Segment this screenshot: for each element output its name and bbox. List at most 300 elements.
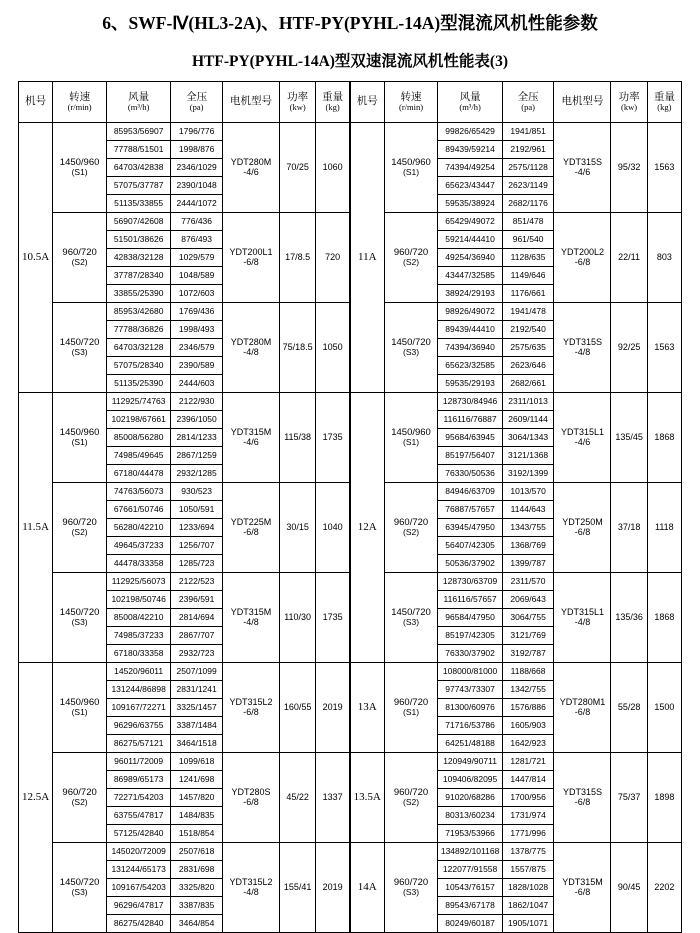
speed-cell: 1450/720 (S3)	[53, 573, 107, 663]
flow-cell: 63755/47817	[107, 807, 171, 825]
power-cell: 135/45	[611, 393, 647, 483]
motor-model-cell: YDT280M -4/6	[223, 123, 280, 213]
flow-cell: 97743/73307	[438, 681, 502, 699]
header-flow-left-sub: (m³/h)	[127, 102, 150, 113]
pressure-cell: 1048/589	[171, 267, 223, 285]
weight-cell: 1735	[316, 573, 350, 663]
flow-cell: 64703/42838	[107, 159, 171, 177]
speed-cell: 1450/720 (S3)	[53, 843, 107, 933]
pressure-cell: 2311/1013	[502, 393, 554, 411]
flow-cell: 57075/28340	[107, 357, 171, 375]
pressure-cell: 1188/668	[502, 663, 554, 681]
pressure-cell: 2346/579	[171, 339, 223, 357]
flow-cell: 67661/50746	[107, 501, 171, 519]
flow-cell: 85197/56407	[438, 447, 502, 465]
flow-cell: 109167/72271	[107, 699, 171, 717]
flow-cell: 96584/47950	[438, 609, 502, 627]
motor-model-cell: YDT225M -6/8	[223, 483, 280, 573]
pressure-cell: 2682/661	[502, 375, 554, 393]
flow-cell: 74985/49645	[107, 447, 171, 465]
power-cell: 45/22	[280, 753, 316, 843]
header-speed-right-main: 转速	[400, 92, 422, 104]
header-speed-right	[384, 82, 438, 123]
pressure-cell: 1241/698	[171, 771, 223, 789]
header-weight-right-main: 重量	[653, 92, 675, 104]
flow-cell: 37787/28340	[107, 267, 171, 285]
pressure-cell: 2609/1144	[502, 411, 554, 429]
table-body	[19, 123, 682, 933]
header-row	[19, 82, 682, 123]
speed-cell: 960/720 (S1)	[384, 663, 438, 753]
header-motor-right: 电机型号	[554, 82, 611, 123]
flow-cell: 59535/29193	[438, 375, 502, 393]
weight-cell: 2202	[647, 843, 681, 933]
table-row	[19, 123, 682, 141]
weight-cell: 1735	[316, 393, 350, 483]
weight-cell: 2019	[316, 843, 350, 933]
header-motor-left: 电机型号	[223, 82, 280, 123]
pressure-cell: 2831/1241	[171, 681, 223, 699]
flow-cell: 109406/82095	[438, 771, 502, 789]
flow-cell: 95684/63945	[438, 429, 502, 447]
pressure-cell: 2311/570	[502, 573, 554, 591]
weight-cell: 1868	[647, 393, 681, 483]
pressure-cell: 3387/1484	[171, 717, 223, 735]
flow-cell: 56407/42305	[438, 537, 502, 555]
weight-cell: 2019	[316, 663, 350, 753]
header-power-right	[611, 82, 647, 123]
motor-model-cell: YDT280M -4/8	[223, 303, 280, 393]
pressure-cell: 1642/923	[502, 735, 554, 753]
flow-cell: 64703/32128	[107, 339, 171, 357]
flow-cell: 76330/50536	[438, 465, 502, 483]
pressure-cell: 1029/579	[171, 249, 223, 267]
pressure-cell: 1176/661	[502, 285, 554, 303]
pressure-cell: 961/540	[502, 231, 554, 249]
flow-cell: 96296/47817	[107, 897, 171, 915]
header-flow-right-sub: (m³/h)	[459, 102, 481, 113]
pressure-cell: 2867/1259	[171, 447, 223, 465]
pressure-cell: 3192/787	[502, 645, 554, 663]
speed-cell: 1450/960 (S1)	[53, 393, 107, 483]
header-speed-left-sub: (r/min)	[67, 102, 92, 113]
pressure-cell: 1256/707	[171, 537, 223, 555]
pressure-cell: 3192/1399	[502, 465, 554, 483]
power-cell: 135/36	[611, 573, 647, 663]
flow-cell: 77788/51501	[107, 141, 171, 159]
pressure-cell: 2623/1149	[502, 177, 554, 195]
page-title: 6、SWF-Ⅳ(HL3-2A)、HTF-PY(PYHL-14A)型混流风机性能参数	[102, 13, 598, 33]
table-container	[18, 81, 682, 933]
header-weight-left-sub: (kg)	[325, 102, 340, 113]
pressure-cell: 1281/721	[502, 753, 554, 771]
flow-cell: 108000/81000	[438, 663, 502, 681]
flow-cell: 65623/43447	[438, 177, 502, 195]
header-power-left	[280, 82, 316, 123]
weight-cell: 1118	[647, 483, 681, 573]
weight-cell: 720	[316, 213, 350, 303]
pressure-cell: 1378/775	[502, 843, 554, 861]
pressure-cell: 3064/1343	[502, 429, 554, 447]
flow-cell: 14520/96011	[107, 663, 171, 681]
header-power-right-main: 功率	[618, 92, 640, 104]
pressure-cell: 3064/755	[502, 609, 554, 627]
pressure-cell: 2396/591	[171, 591, 223, 609]
speed-cell: 1450/720 (S3)	[53, 303, 107, 393]
pressure-cell: 1796/776	[171, 123, 223, 141]
motor-model-cell: YDT315S -6/8	[554, 753, 611, 843]
pressure-cell: 2396/1050	[171, 411, 223, 429]
flow-cell: 71716/53786	[438, 717, 502, 735]
pressure-cell: 3325/820	[171, 879, 223, 897]
header-pressure-left	[171, 82, 223, 123]
flow-cell: 102198/50746	[107, 591, 171, 609]
speed-cell: 960/720 (S2)	[53, 483, 107, 573]
header-weight-left-main: 重量	[322, 92, 344, 104]
pressure-cell: 2122/930	[171, 393, 223, 411]
speed-cell: 960/720 (S2)	[384, 753, 438, 843]
pressure-cell: 2682/1176	[502, 195, 554, 213]
fan-model-cell: 12A	[350, 393, 384, 663]
flow-cell: 50536/37902	[438, 555, 502, 573]
pressure-cell: 1285/723	[171, 555, 223, 573]
flow-cell: 51501/38626	[107, 231, 171, 249]
weight-cell: 803	[647, 213, 681, 303]
flow-cell: 128730/84946	[438, 393, 502, 411]
pressure-cell: 1941/851	[502, 123, 554, 141]
pressure-cell: 2390/589	[171, 357, 223, 375]
flow-cell: 74394/36940	[438, 339, 502, 357]
speed-cell: 1450/960 (S1)	[384, 393, 438, 483]
flow-cell: 57125/42840	[107, 825, 171, 843]
pressure-cell: 2192/961	[502, 141, 554, 159]
power-cell: 37/18	[611, 483, 647, 573]
flow-cell: 43447/32585	[438, 267, 502, 285]
flow-cell: 99826/65429	[438, 123, 502, 141]
pressure-cell: 1941/478	[502, 303, 554, 321]
flow-cell: 10543/76157	[438, 879, 502, 897]
flow-cell: 102198/67661	[107, 411, 171, 429]
flow-cell: 67180/44478	[107, 465, 171, 483]
motor-model-cell: YDT250M -6/8	[554, 483, 611, 573]
flow-cell: 56280/42210	[107, 519, 171, 537]
weight-cell: 1050	[316, 303, 350, 393]
pressure-cell: 3121/1368	[502, 447, 554, 465]
flow-cell: 85008/56280	[107, 429, 171, 447]
pressure-cell: 1998/876	[171, 141, 223, 159]
flow-cell: 76330/37902	[438, 645, 502, 663]
flow-cell: 85008/42210	[107, 609, 171, 627]
flow-cell: 85953/56907	[107, 123, 171, 141]
flow-cell: 63945/47950	[438, 519, 502, 537]
flow-cell: 85953/42680	[107, 303, 171, 321]
pressure-cell: 2507/618	[171, 843, 223, 861]
performance-table	[18, 81, 682, 933]
pressure-cell: 2444/1072	[171, 195, 223, 213]
pressure-cell: 1343/755	[502, 519, 554, 537]
pressure-cell: 1233/694	[171, 519, 223, 537]
header-weight-right-sub: (kg)	[657, 102, 672, 113]
flow-cell: 109167/54203	[107, 879, 171, 897]
motor-model-cell: YDT315S -4/6	[554, 123, 611, 213]
motor-model-cell: YDT315M -4/8	[223, 573, 280, 663]
flow-cell: 116116/57657	[438, 591, 502, 609]
motor-model-cell: YDT315L2 -6/8	[223, 663, 280, 753]
header-weight-left	[316, 82, 350, 123]
motor-model-cell: YDT315M -6/8	[554, 843, 611, 933]
speed-cell: 1450/960 (S1)	[384, 123, 438, 213]
power-cell: 115/38	[280, 393, 316, 483]
table-row	[19, 843, 682, 861]
speed-cell: 1450/960 (S1)	[53, 663, 107, 753]
weight-cell: 1563	[647, 123, 681, 213]
flow-cell: 74763/56073	[107, 483, 171, 501]
pressure-cell: 2444/603	[171, 375, 223, 393]
fan-model-cell: 12.5A	[19, 663, 53, 933]
motor-model-cell: YDT315L2 -4/8	[223, 843, 280, 933]
weight-cell: 1060	[316, 123, 350, 213]
pressure-cell: 2932/1285	[171, 465, 223, 483]
pressure-cell: 1605/903	[502, 717, 554, 735]
pressure-cell: 930/523	[171, 483, 223, 501]
pressure-cell: 1576/886	[502, 699, 554, 717]
pressure-cell: 2390/1048	[171, 177, 223, 195]
header-power-left-main: 功率	[287, 92, 309, 104]
motor-model-cell: YDT280S -6/8	[223, 753, 280, 843]
header-pressure-left-main: 全压	[186, 92, 208, 104]
fan-model-cell: 10.5A	[19, 123, 53, 393]
pressure-cell: 1099/618	[171, 753, 223, 771]
flow-cell: 134892/101168	[438, 843, 502, 861]
pressure-cell: 3121/769	[502, 627, 554, 645]
fan-model-cell: 13A	[350, 663, 384, 753]
flow-cell: 67180/33358	[107, 645, 171, 663]
speed-cell: 960/720 (S2)	[384, 213, 438, 303]
pressure-cell: 3464/1518	[171, 735, 223, 753]
flow-cell: 89543/67178	[438, 897, 502, 915]
fan-model-cell: 14A	[350, 843, 384, 933]
pressure-cell: 1144/643	[502, 501, 554, 519]
flow-cell: 112925/74763	[107, 393, 171, 411]
speed-cell: 960/720 (S2)	[384, 483, 438, 573]
motor-model-cell: YDT315S -4/8	[554, 303, 611, 393]
flow-cell: 84946/63709	[438, 483, 502, 501]
pressure-cell: 1862/1047	[502, 897, 554, 915]
flow-cell: 116116/76887	[438, 411, 502, 429]
power-cell: 90/45	[611, 843, 647, 933]
pressure-cell: 3325/1457	[171, 699, 223, 717]
pressure-cell: 1149/646	[502, 267, 554, 285]
pressure-cell: 1342/755	[502, 681, 554, 699]
flow-cell: 112925/56073	[107, 573, 171, 591]
pressure-cell: 1518/854	[171, 825, 223, 843]
speed-cell: 1450/720 (S3)	[384, 573, 438, 663]
flow-cell: 38924/29193	[438, 285, 502, 303]
speed-cell: 960/720 (S2)	[53, 213, 107, 303]
flow-cell: 49254/36940	[438, 249, 502, 267]
pressure-cell: 1399/787	[502, 555, 554, 573]
motor-model-cell: YDT200L1 -6/8	[223, 213, 280, 303]
power-cell: 160/55	[280, 663, 316, 753]
pressure-cell: 851/478	[502, 213, 554, 231]
pressure-cell: 776/436	[171, 213, 223, 231]
header-flow-left	[107, 82, 171, 123]
header-power-right-sub: (kw)	[621, 102, 638, 113]
fan-model-cell: 11.5A	[19, 393, 53, 663]
header-speed-right-sub: (r/min)	[399, 102, 424, 113]
flow-cell: 145020/72009	[107, 843, 171, 861]
power-cell: 75/18.5	[280, 303, 316, 393]
pressure-cell: 2867/707	[171, 627, 223, 645]
pressure-cell: 2192/540	[502, 321, 554, 339]
pressure-cell: 1368/769	[502, 537, 554, 555]
pressure-cell: 1905/1071	[502, 915, 554, 933]
pressure-cell: 3464/854	[171, 915, 223, 933]
header-flow-left-main: 风量	[128, 92, 150, 104]
pressure-cell: 2069/643	[502, 591, 554, 609]
weight-cell: 1500	[647, 663, 681, 753]
flow-cell: 120949/90711	[438, 753, 502, 771]
power-cell: 155/41	[280, 843, 316, 933]
flow-cell: 57075/37787	[107, 177, 171, 195]
page	[0, 10, 700, 929]
header-speed-left-main: 转速	[69, 92, 91, 104]
weight-cell: 1337	[316, 753, 350, 843]
flow-cell: 91020/68286	[438, 789, 502, 807]
speed-cell: 1450/720 (S3)	[384, 303, 438, 393]
power-cell: 17/8.5	[280, 213, 316, 303]
flow-cell: 81300/60976	[438, 699, 502, 717]
header-model-right: 机号	[350, 82, 384, 123]
pressure-cell: 1769/436	[171, 303, 223, 321]
power-cell: 22/11	[611, 213, 647, 303]
pressure-cell: 1072/603	[171, 285, 223, 303]
fan-model-cell: 13.5A	[350, 753, 384, 843]
flow-cell: 72271/54203	[107, 789, 171, 807]
pressure-cell: 2814/694	[171, 609, 223, 627]
flow-cell: 85197/42305	[438, 627, 502, 645]
pressure-cell: 1457/820	[171, 789, 223, 807]
header-power-left-sub: (kw)	[289, 102, 306, 113]
flow-cell: 80249/60187	[438, 915, 502, 933]
header-pressure-right-main: 全压	[517, 92, 539, 104]
table-caption: HTF-PY(PYHL-14A)型双速混流风机性能表(3)	[192, 53, 508, 70]
power-cell: 110/30	[280, 573, 316, 663]
flow-cell: 74985/37233	[107, 627, 171, 645]
flow-cell: 65623/32585	[438, 357, 502, 375]
power-cell: 75/37	[611, 753, 647, 843]
power-cell: 30/15	[280, 483, 316, 573]
pressure-cell: 2831/698	[171, 861, 223, 879]
header-pressure-left-sub: (pa)	[189, 102, 204, 113]
pressure-cell: 2507/1099	[171, 663, 223, 681]
weight-cell: 1040	[316, 483, 350, 573]
pressure-cell: 1128/635	[502, 249, 554, 267]
pressure-cell: 1484/835	[171, 807, 223, 825]
table-row	[19, 663, 682, 681]
motor-model-cell: YDT315M -4/6	[223, 393, 280, 483]
header-weight-right	[647, 82, 681, 123]
flow-cell: 33855/25390	[107, 285, 171, 303]
flow-cell: 64251/48188	[438, 735, 502, 753]
flow-cell: 80313/60234	[438, 807, 502, 825]
speed-cell: 960/720 (S2)	[53, 753, 107, 843]
flow-cell: 89439/59214	[438, 141, 502, 159]
flow-cell: 51135/33855	[107, 195, 171, 213]
pressure-cell: 1828/1028	[502, 879, 554, 897]
pressure-cell: 1700/956	[502, 789, 554, 807]
flow-cell: 42838/32128	[107, 249, 171, 267]
flow-cell: 76887/57657	[438, 501, 502, 519]
header-pressure-right	[502, 82, 554, 123]
table-header	[19, 82, 682, 123]
motor-model-cell: YDT315L1 -4/6	[554, 393, 611, 483]
weight-cell: 1898	[647, 753, 681, 843]
pressure-cell: 2122/523	[171, 573, 223, 591]
flow-cell: 44478/33358	[107, 555, 171, 573]
flow-cell: 86275/57121	[107, 735, 171, 753]
flow-cell: 56907/42608	[107, 213, 171, 231]
weight-cell: 1868	[647, 573, 681, 663]
pressure-cell: 3387/835	[171, 897, 223, 915]
flow-cell: 59535/38924	[438, 195, 502, 213]
flow-cell: 89439/44410	[438, 321, 502, 339]
power-cell: 55/28	[611, 663, 647, 753]
pressure-cell: 2814/1233	[171, 429, 223, 447]
pressure-cell: 876/493	[171, 231, 223, 249]
flow-cell: 59214/44410	[438, 231, 502, 249]
flow-cell: 122077/91558	[438, 861, 502, 879]
pressure-cell: 1447/814	[502, 771, 554, 789]
flow-cell: 74394/49254	[438, 159, 502, 177]
flow-cell: 131244/86898	[107, 681, 171, 699]
flow-cell: 65429/49072	[438, 213, 502, 231]
pressure-cell: 2623/646	[502, 357, 554, 375]
header-pressure-right-sub: (pa)	[521, 102, 535, 113]
header-flow-right-main: 风量	[459, 92, 481, 104]
fan-model-cell: 11A	[350, 123, 384, 393]
header-speed-left	[53, 82, 107, 123]
header-model-left: 机号	[19, 82, 53, 123]
pressure-cell: 1050/591	[171, 501, 223, 519]
motor-model-cell: YDT200L2 -6/8	[554, 213, 611, 303]
power-cell: 92/25	[611, 303, 647, 393]
pressure-cell: 2575/635	[502, 339, 554, 357]
pressure-cell: 1771/996	[502, 825, 554, 843]
flow-cell: 71953/53966	[438, 825, 502, 843]
header-flow-right	[438, 82, 502, 123]
flow-cell: 86989/65173	[107, 771, 171, 789]
power-cell: 95/32	[611, 123, 647, 213]
flow-cell: 51135/25390	[107, 375, 171, 393]
pressure-cell: 1013/570	[502, 483, 554, 501]
speed-cell: 960/720 (S3)	[384, 843, 438, 933]
table-row	[19, 753, 682, 771]
flow-cell: 86275/42840	[107, 915, 171, 933]
pressure-cell: 2346/1029	[171, 159, 223, 177]
motor-model-cell: YDT280M1 -6/8	[554, 663, 611, 753]
pressure-cell: 1998/493	[171, 321, 223, 339]
speed-cell: 1450/960 (S1)	[53, 123, 107, 213]
pressure-cell: 2575/1128	[502, 159, 554, 177]
flow-cell: 49645/37233	[107, 537, 171, 555]
flow-cell: 131244/65173	[107, 861, 171, 879]
flow-cell: 96011/72009	[107, 753, 171, 771]
weight-cell: 1563	[647, 303, 681, 393]
power-cell: 70/25	[280, 123, 316, 213]
flow-cell: 98926/49072	[438, 303, 502, 321]
pressure-cell: 1557/875	[502, 861, 554, 879]
